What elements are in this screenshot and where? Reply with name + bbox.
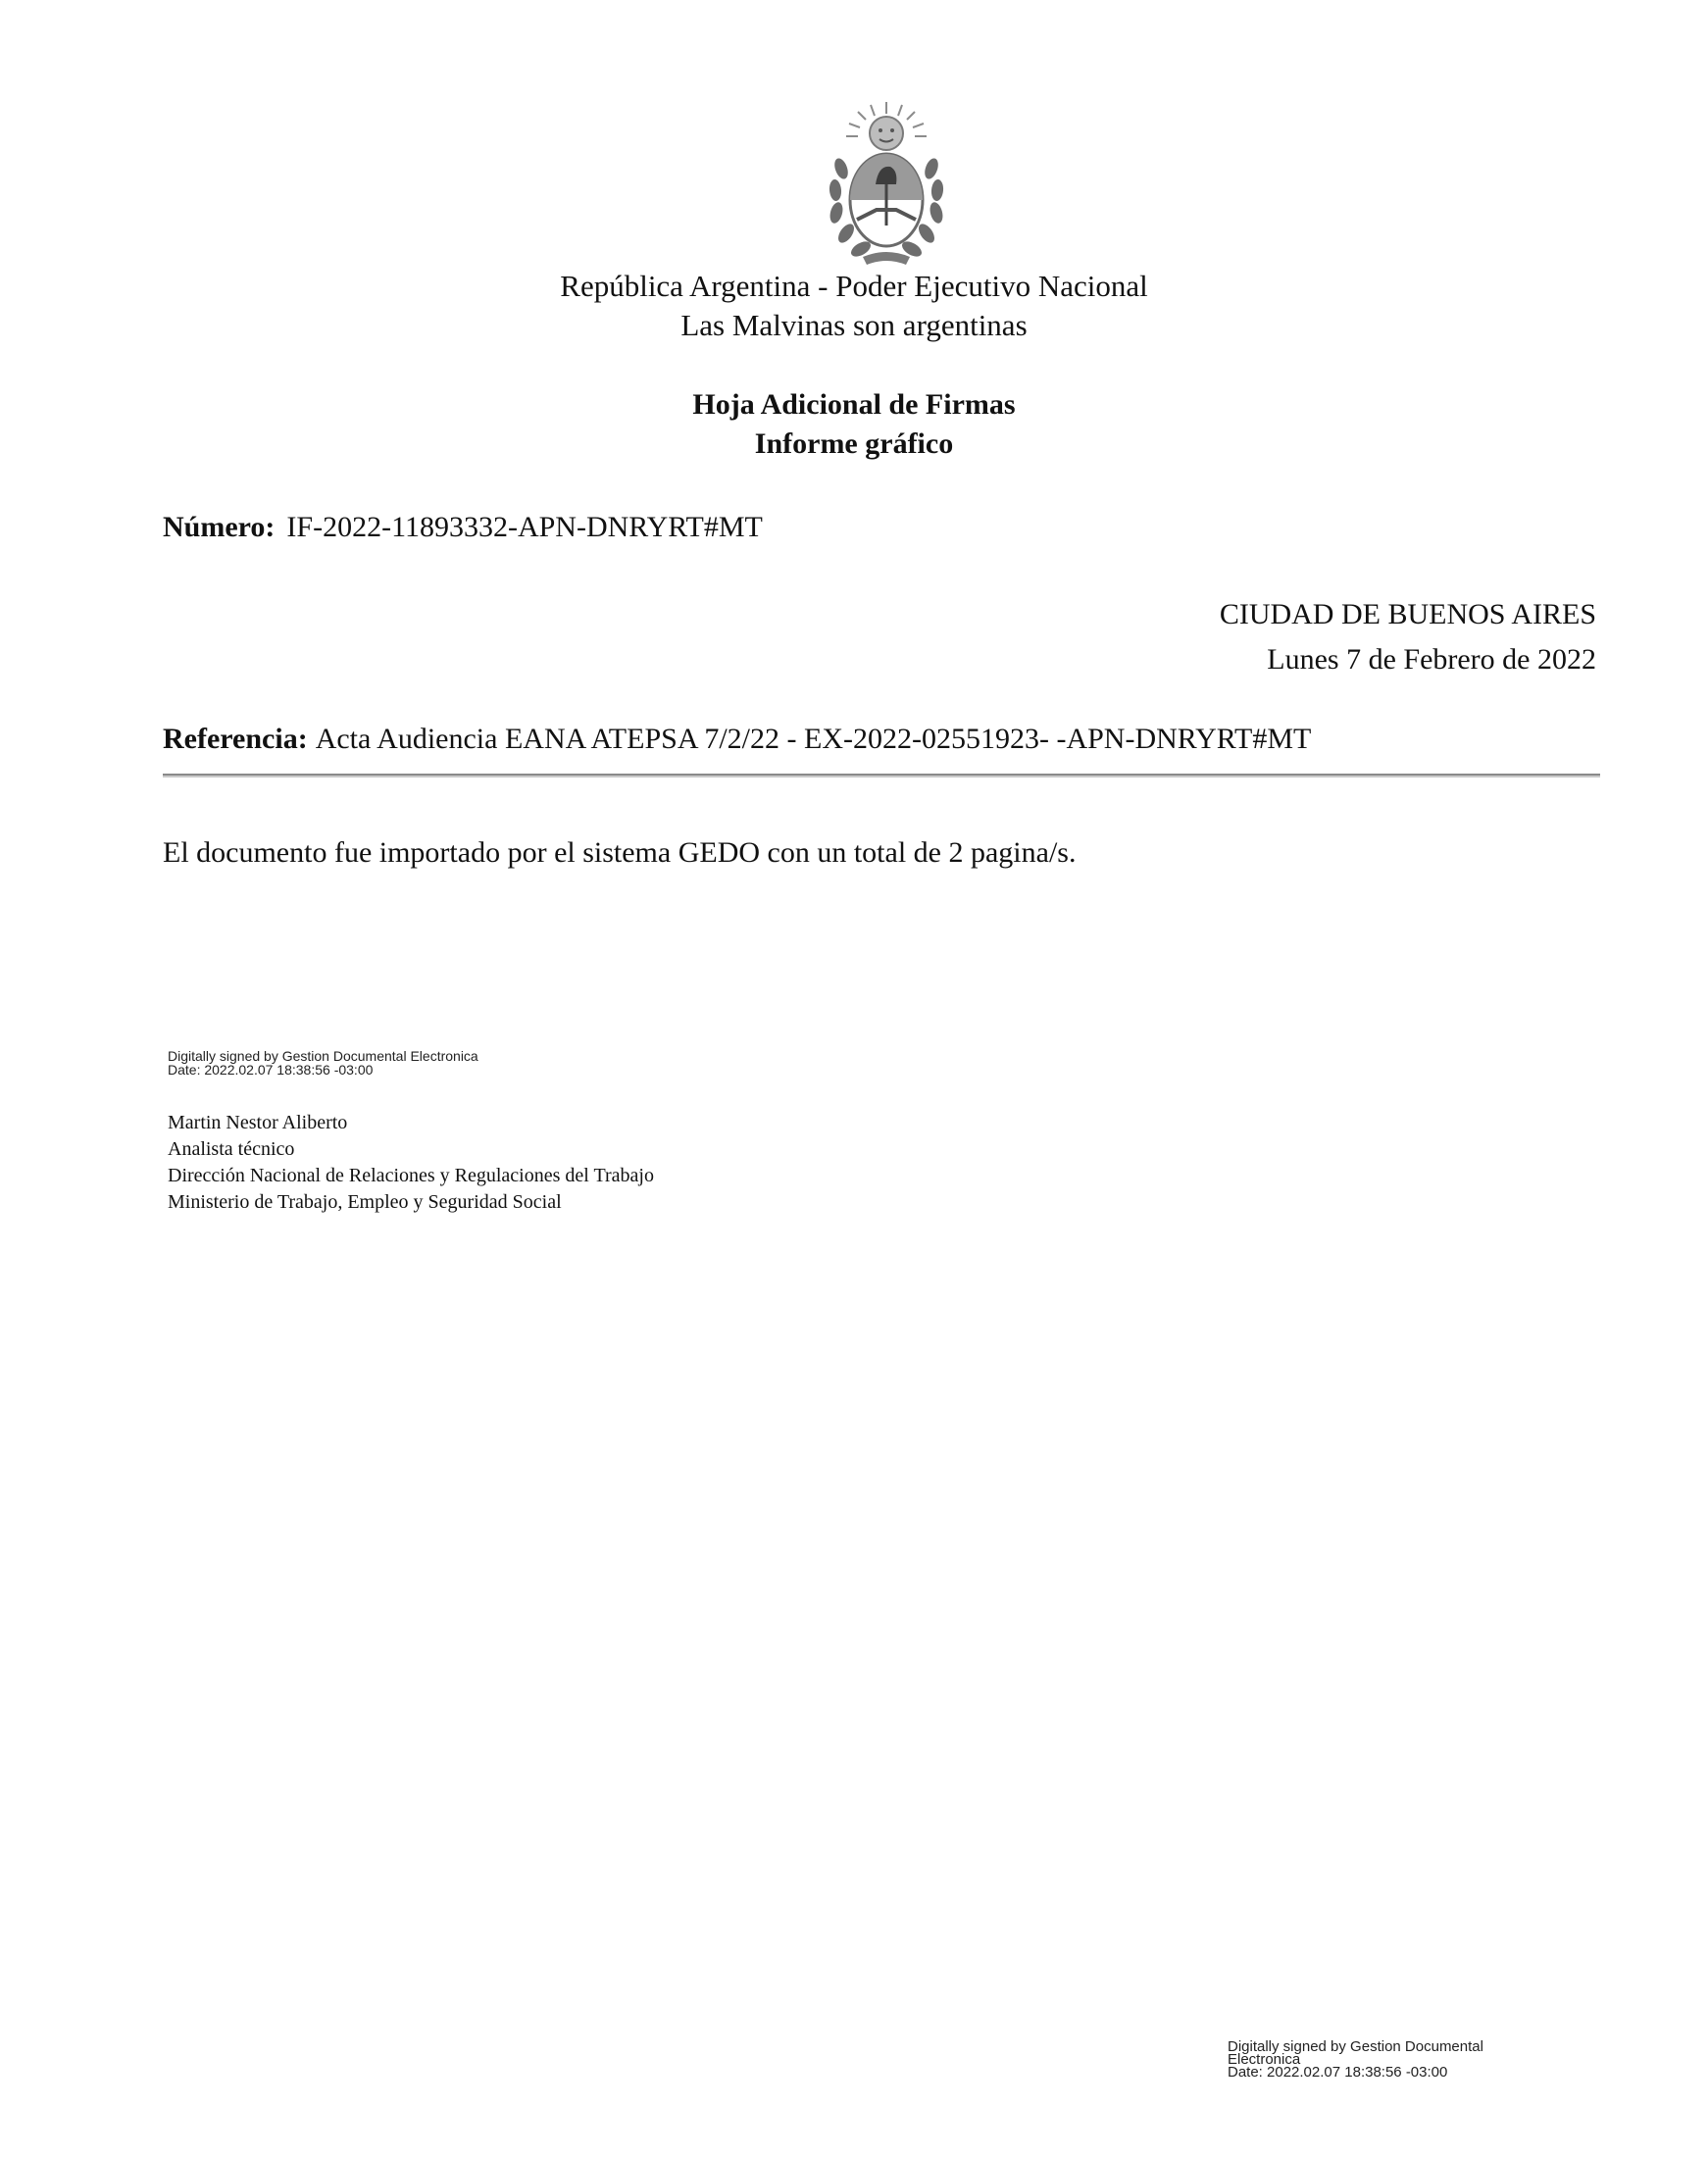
reference-label: Referencia: (163, 723, 308, 755)
reference (163, 720, 1311, 759)
signer-ministry: Ministerio de Trabajo, Empleo y Seguridad Social (168, 1191, 562, 1213)
document-subtitle: Informe gráfico (754, 427, 954, 460)
body-paragraph: El documento fue importado por el sistema GEDO con un total de 2 pagina/s. (163, 836, 1077, 869)
footer-signature-date: Date: 2022.02.07 18:38:56 -03:00 (1228, 2064, 1448, 2081)
document-title: Hoja Adicional de Firmas (692, 388, 1016, 421)
footer-signature-signed-by-line2: Electronica (1228, 2051, 1301, 2068)
signature-date: Date: 2022.02.07 18:38:56 -03:00 (168, 1062, 374, 1078)
document-number-value: IF-2022-11893332-APN-DNRYRT#MT (286, 511, 763, 543)
signature-signed-by: Digitally signed by Gestion Documental Electronica (168, 1048, 478, 1064)
footer-signature-signed-by-line1: Digitally signed by Gestion Documental (1228, 2038, 1483, 2055)
document-number-label: Número: (163, 511, 276, 543)
signer-name: Martin Nestor Aliberto (168, 1112, 348, 1133)
signer-block (168, 1110, 654, 1216)
reference-value: Acta Audiencia EANA ATEPSA 7/2/22 - EX-2022-02551923- -APN-DNRYRT#MT (315, 723, 1312, 755)
date-line: Lunes 7 de Febrero de 2022 (1267, 643, 1596, 676)
motto-heading: Las Malvinas son argentinas (680, 308, 1028, 342)
digital-signature-stamp (168, 1049, 478, 1077)
footer-digital-signature-stamp (1228, 2040, 1483, 2079)
city-line: CIUDAD DE BUENOS AIRES (1219, 598, 1596, 630)
signer-position: Analista técnico (168, 1138, 295, 1160)
coat-of-arms-icon (822, 100, 951, 267)
institution-heading: República Argentina - Poder Ejecutivo Nacional (560, 269, 1148, 303)
signer-office: Dirección Nacional de Relaciones y Regulaciones del Trabajo (168, 1165, 654, 1186)
document-number (163, 508, 763, 547)
header-divider (163, 774, 1600, 778)
